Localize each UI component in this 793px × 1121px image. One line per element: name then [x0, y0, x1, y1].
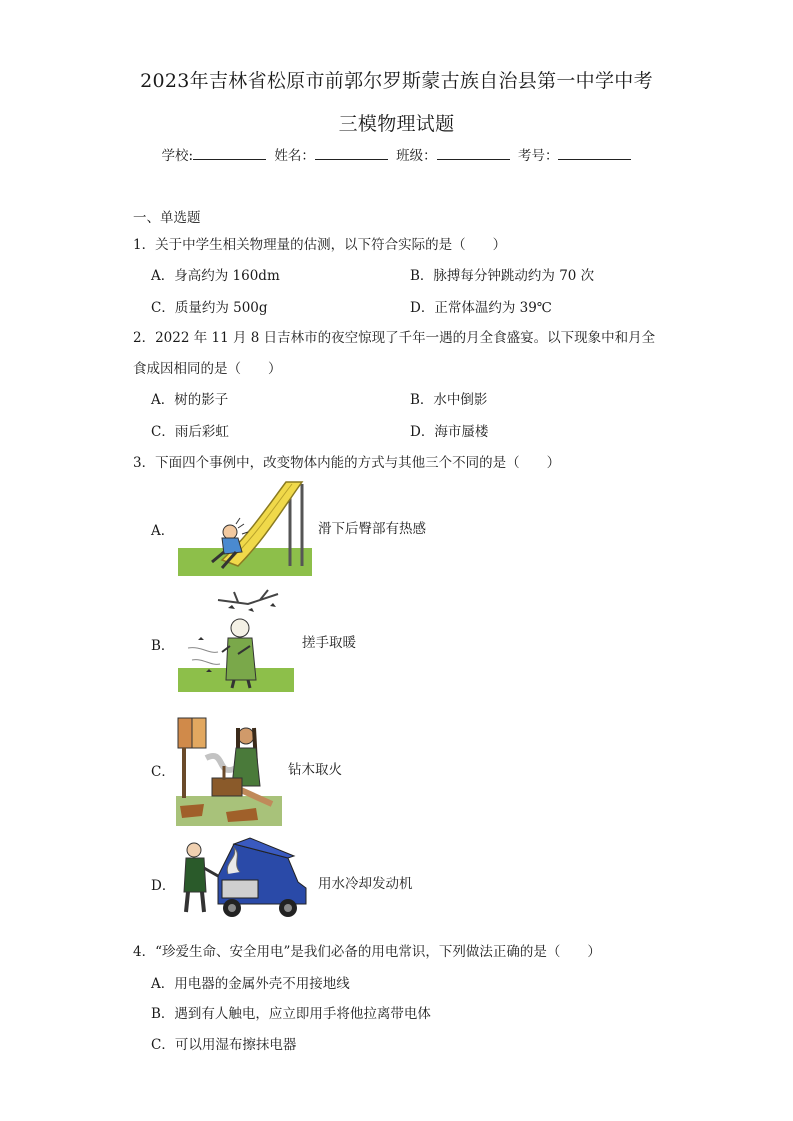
q2-option-d[interactable]: D．海市蜃楼 — [410, 424, 489, 440]
q3-option-a-letter[interactable]: A． — [151, 523, 175, 539]
exam-title-line2: 三模物理试题 — [338, 113, 455, 135]
class-label: 班级： — [396, 148, 437, 164]
q3-option-a-caption: 滑下后臀部有热感 — [318, 521, 426, 537]
q3-option-b-letter[interactable]: B． — [151, 638, 175, 654]
q3-stem: 3．下面四个事例中，改变物体内能的方式与其他三个不同的是（ ） — [133, 455, 561, 471]
name-blank[interactable] — [315, 147, 388, 160]
number-label: 考号： — [517, 148, 559, 164]
q3-option-c-caption: 钻木取火 — [288, 762, 342, 778]
q2-stem-line2: 食成因相同的是（ ） — [133, 361, 282, 377]
section-heading: 一、单选题 — [133, 210, 201, 226]
q1-option-c[interactable]: C．质量约为 500g — [151, 300, 268, 316]
exam-title-line1: 2023年吉林省松原市前郭尔罗斯蒙古族自治县第一中学中考 — [140, 70, 653, 92]
q3-option-d-letter[interactable]: D． — [151, 878, 176, 894]
q4-option-c[interactable]: C．可以用湿布擦抹电器 — [151, 1037, 297, 1053]
name-label: 姓名： — [274, 148, 315, 164]
drilling-wood-fire-picture-icon — [176, 708, 282, 826]
class-blank[interactable] — [437, 147, 510, 160]
school-blank[interactable] — [193, 147, 266, 160]
q3-option-c-letter[interactable]: C． — [151, 764, 175, 780]
student-info-row — [0, 144, 793, 164]
car-engine-cooling-picture-icon — [178, 836, 308, 920]
q2-option-c[interactable]: C．雨后彩虹 — [151, 424, 229, 440]
q4-option-b[interactable]: B．遇到有人触电，应立即用手将他拉离带电体 — [151, 1006, 431, 1022]
q3-option-b-caption: 搓手取暖 — [302, 635, 356, 651]
q1-stem: 1．关于中学生相关物理量的估测，以下符合实际的是（ ） — [133, 237, 507, 253]
q3-option-d-caption: 用水冷却发动机 — [318, 876, 413, 892]
q4-option-a[interactable]: A．用电器的金属外壳不用接地线 — [151, 976, 350, 992]
school-label: 学校: — [161, 148, 194, 164]
q2-option-a[interactable]: A．树的影子 — [151, 392, 229, 408]
slide-picture-icon — [178, 476, 312, 576]
q1-option-b[interactable]: B．脉搏每分钟跳动约为 70 次 — [410, 268, 595, 284]
q2-stem-line1: 2．2022 年 11 月 8 日吉林市的夜空惊现了千年一遇的月全食盛宴。以下现象中和月全 — [133, 330, 656, 346]
q2-option-b[interactable]: B．水中倒影 — [410, 392, 488, 408]
rubbing-hands-picture-icon — [178, 588, 294, 692]
q4-stem: 4．“珍爱生命、安全用电”是我们必备的用电常识，下列做法正确的是（ ） — [133, 944, 601, 960]
number-blank[interactable] — [558, 147, 631, 160]
q1-option-a[interactable]: A．身高约为 160dm — [151, 268, 280, 284]
q1-option-d[interactable]: D．正常体温约为 39℃ — [410, 300, 552, 316]
